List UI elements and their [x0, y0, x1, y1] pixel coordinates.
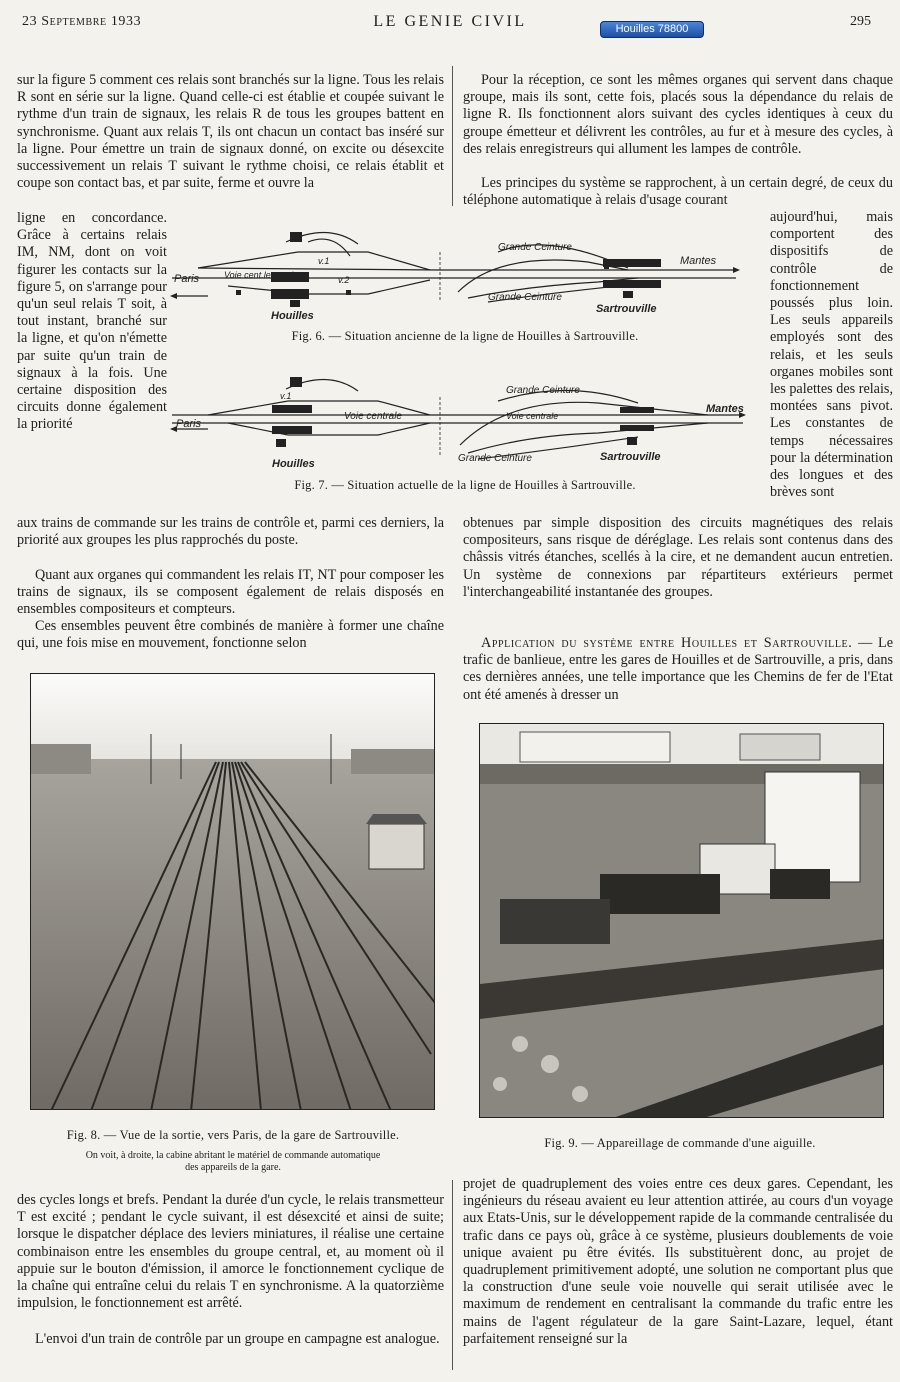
figure-8-photo: [30, 673, 435, 1110]
left-narrow-text: ligne en concordance. Grâce à certains relais IM, NM, dont on voit figurer les contacts sur la figure 5, on s'arrange pour qu'un seul relais T soit, à tout instant, branché sur la ligne, et qu'on n'émette par suite qu'un train de signaux à la fois. Une certaine disposition des circuits donne également la priorité: [17, 210, 167, 433]
fig7-label-voie: Voie centrale: [344, 411, 402, 422]
fig7-label-sartrouville: Sartrouville: [600, 451, 661, 463]
page-number: 295: [850, 14, 871, 29]
figure-7-caption: Fig. 7. — Situation actuelle de la ligne de Houilles à Sartrouville.: [294, 478, 636, 492]
right-section-text: [463, 635, 893, 704]
right-paragraph-2: Les principes du système se rapprochent, à un certain degré, de ceux du téléphone automatique à relais d'usage courant: [463, 175, 893, 209]
fig6-label-v2: v.2: [338, 275, 350, 285]
fig6-label-gc-top: Grande Ceinture: [498, 242, 572, 253]
bottom-right-paragraph-1: projet de quadruplement des voies entre ces deux gares. Cependant, les ingénieurs du réseau avaient eu leur attention attirée, au cours d'un voyage aux Etats-Unis, sur le développement rapide de la commande centralisée du trafic dans ce pays où, grâce à ce système, plusieurs doublements de voie unique avaient pu être évités. Ils substituèrent donc, au projet de quadruplement primitivement adopté, une solution ne comportant plus que la construction d'une seule voie nouvelle qui serait utilisée avec le maximum de rendement en centralisant la commande du trafic entre les mains de l'agent régulateur de la gare Saint-Lazare, lequel, étant parfaitement renseigné sur la: [463, 1176, 893, 1347]
fig7-label-v1: v.1: [280, 391, 292, 401]
right-paragraph-2-end: obtenues par simple disposition des circuits magnétiques des relais compositeurs, sans risque de déréglage. Les relais sont contenus dans des châssis vitrés étanches, scellés à la cire, et ne demandent aucun entretien. Un système de connexions par répartiteurs extérieurs permet l'interchangeabilité instantanée des groupes.: [463, 515, 893, 600]
bottom-left-paragraph-1: des cycles longs et brefs. Pendant la durée d'un cycle, le relais transmetteur T est excité ; pendant le cycle suivant, il est désexcité et ainsi de suite; lorsque le dispatcher déplace des leviers miniatures, il réalise une certaine combinaison entre les ensembles du groupe central, et, au moment où il appuie sur le bouton d'émission, il amorce le fonctionnement cyclique de la chaîne qui entraîne celui du relais T en synchronisme. A la quatorzième impulsion, le fonctionnement est arrêté.: [17, 1192, 444, 1312]
header-date: 23 Septembre 1933: [22, 14, 142, 29]
fig7-label-paris: Paris: [176, 418, 202, 430]
journal-title: LE GENIE CIVIL: [373, 13, 527, 30]
fig7-label-houilles: Houilles: [272, 458, 315, 470]
figure-6-caption: Fig. 6. — Situation ancienne de la ligne de Houilles à Sartrouville.: [291, 329, 639, 343]
right-paragraph-1: Pour la réception, ce sont les mêmes organes qui servent dans chaque groupe, mais ils sont, cette fois, placés sous la dépendance du relais de ligne R. Ils fonctionnent alors suivant des cycles identiques à ceux du groupe émetteur et délivrent les contrôles, au fur et à mesure des cycles, à des relais enregistreurs qui allument les lampes de contrôle.: [463, 72, 893, 157]
figure-8-subcaption-1: On voit, à droite, la cabine abritant le matériel de commande automatique: [85, 1150, 381, 1161]
right-narrow-text: aujourd'hui, mais comportent des dispositifs de contrôle de fonctionnement poussés plus loin. Les seuls appareils employés sont des relais, et les seuls organes mobiles sont les palettes des relais, montées sans pivot. Les constantes de temps nécessaires pour la détermination des longues et des brèves sont: [770, 209, 893, 501]
fig7-label-mantes: Mantes: [706, 403, 744, 415]
left-paragraph-2: Quant aux organes qui commandent les relais IT, NT pour composer les trains de signaux, ils se composent également de relais disposés en ensembles compositeurs et compteurs.: [17, 567, 444, 618]
location-badge[interactable]: Houilles 78800: [600, 21, 704, 38]
fig7-label-gc-top: Grande Ceinture: [506, 385, 580, 396]
fig6-label-sartrouville: Sartrouville: [596, 303, 657, 315]
left-paragraph-3: Ces ensembles peuvent être combinés de manière à former une chaîne qui, une fois mise en mouvement, fonctionne selon: [17, 618, 444, 652]
fig6-label-houilles: Houilles: [271, 310, 314, 322]
figure-6-diagram: [168, 212, 768, 322]
figure-7-diagram: [168, 357, 768, 472]
right-paragraph-3: — Le trafic de banlieue, entre les gares de Houilles et de Sartrouville, a pris, dans ces dernières années, une telle importance que les Chemins de fer de l'Etat ont été amenés à dresser un: [463, 635, 894, 703]
figure-8-subcaption-2: des appareils de la gare.: [185, 1162, 281, 1173]
fig7-label-v2: v.2: [280, 425, 292, 435]
column-rule-bottom: [452, 1180, 453, 1370]
fig7-label-gc-bot: Grande Ceinture: [458, 453, 532, 464]
figure-9-photo: [479, 723, 884, 1118]
fig6-label-paris: Paris: [174, 273, 200, 285]
left-paragraph-1-end: aux trains de commande sur les trains de contrôle et, parmi ces derniers, la priorité aux groupes les plus rapprochés du poste.: [17, 515, 444, 549]
figure-8-caption: Fig. 8. — Vue de la sortie, vers Paris, de la gare de Sartrouville.: [66, 1128, 400, 1142]
section-heading: Application du système entre Houilles et Sartrouville.: [481, 635, 853, 651]
fig6-label-v1: v.1: [318, 256, 330, 266]
fig6-label-voie: Voie cent.le terminus: [224, 270, 308, 280]
left-paragraph-1: sur la figure 5 comment ces relais sont branchés sur la ligne. Tous les relais R sont en série sur la ligne. Quand celle-ci est établie et coupée suivant le rythme d'un train de signaux, les relais R de tous les groupes battent en synchronisme. Quant aux relais T, ils ont chacun un contact bas inséré sur la ligne. Pour émettre un train de signaux donné, on excite ou désexcite successivement un relais T suivant le rythme choisi, ce relais établit et coupe son contact bas, et par suite, ferme et ouvre la: [17, 72, 445, 192]
column-rule: [452, 66, 453, 206]
bottom-left-paragraph-2: L'envoi d'un train de contrôle par un groupe en campagne est analogue.: [35, 1331, 440, 1347]
fig6-label-gc-bot: Grande Ceinture: [488, 292, 562, 303]
fig6-label-mantes: Mantes: [680, 255, 717, 267]
fig7-label-voie-r: Voie centrale: [506, 411, 559, 421]
figure-9-caption: Fig. 9. — Appareillage de commande d'une aiguille.: [544, 1136, 816, 1150]
